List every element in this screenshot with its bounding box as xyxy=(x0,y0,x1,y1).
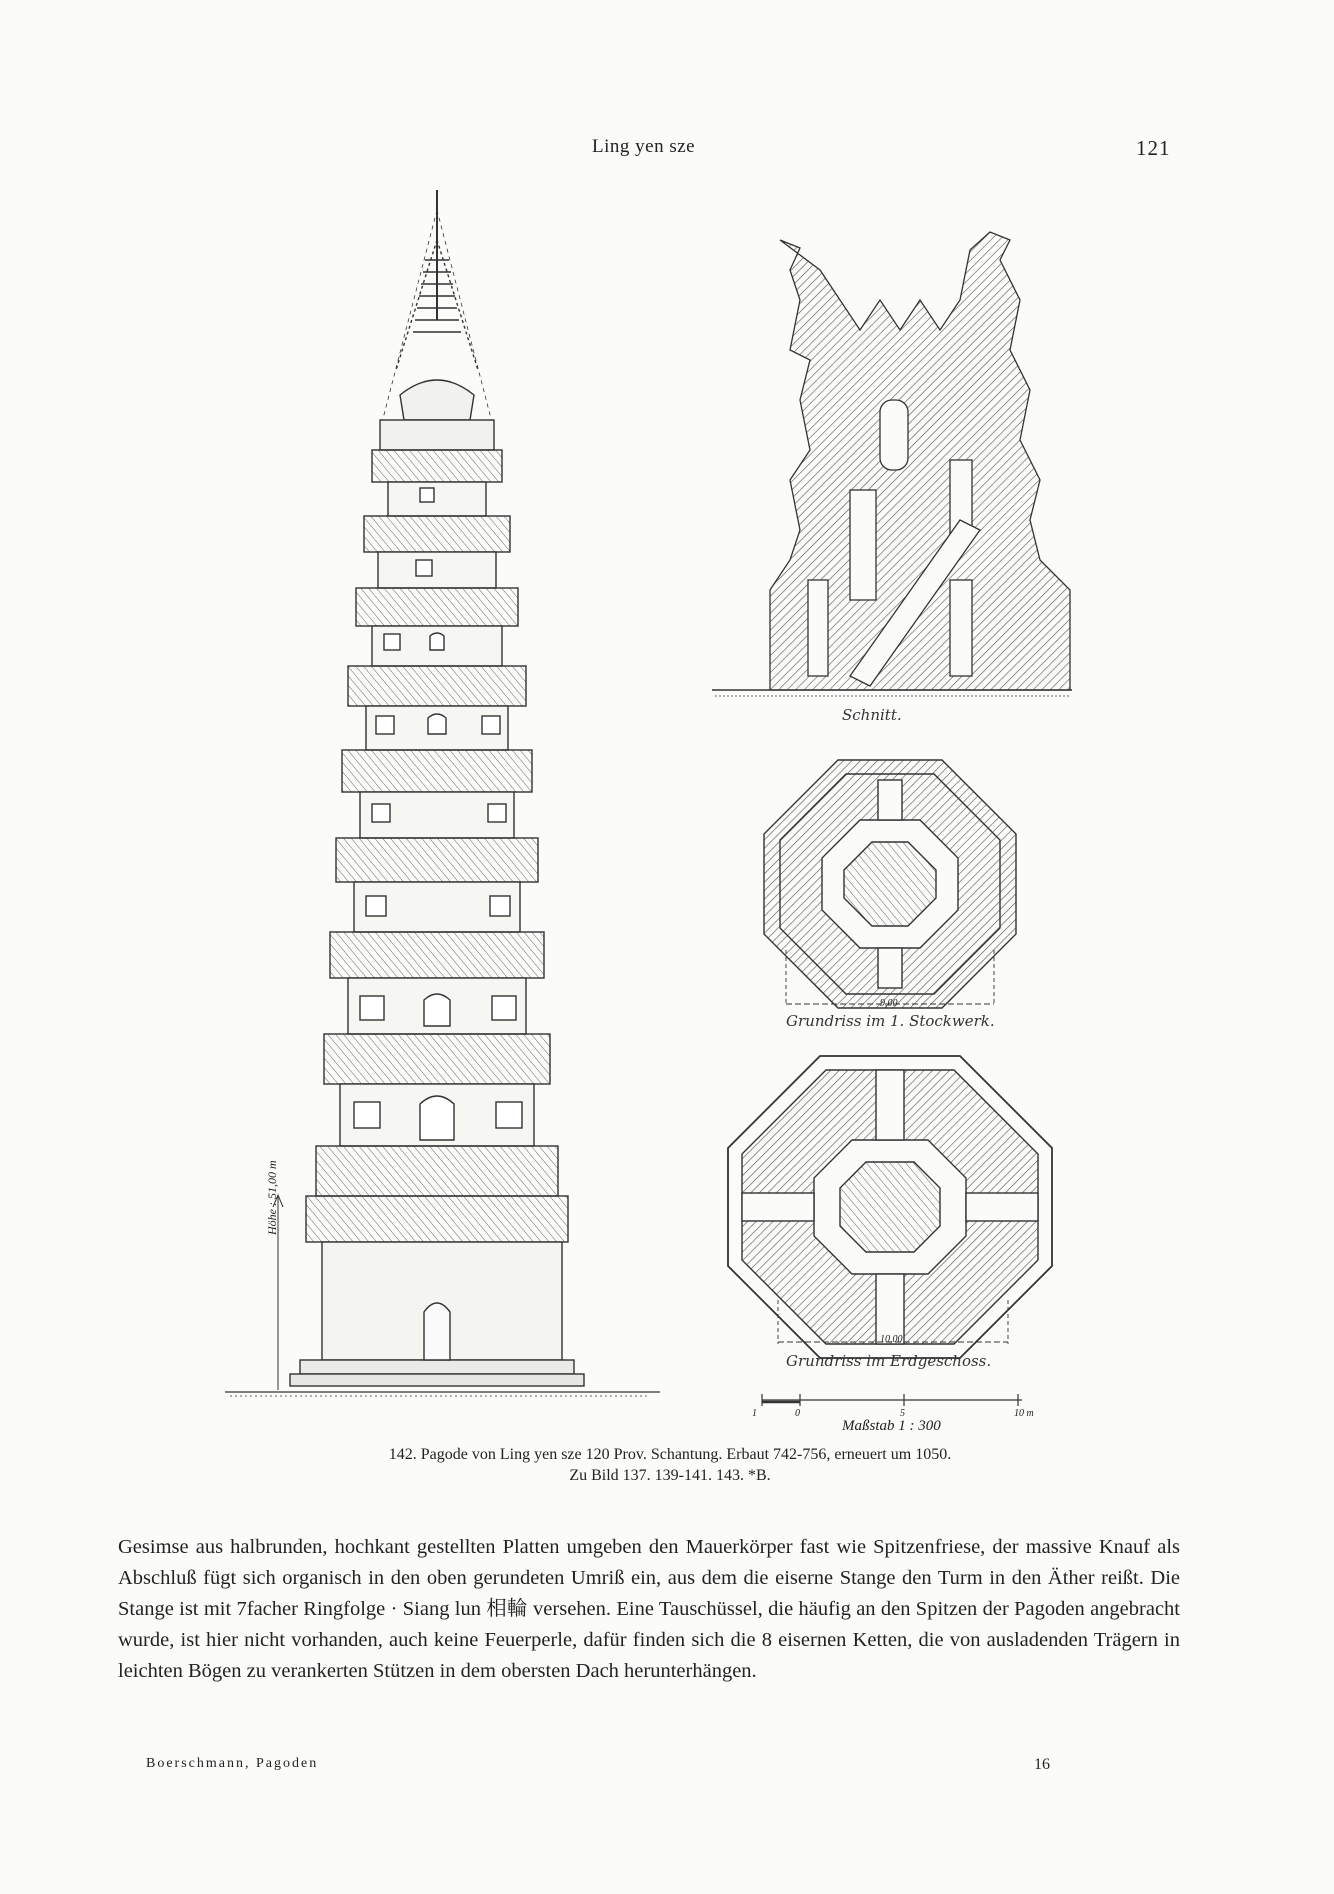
page-number: 121 xyxy=(1136,136,1171,160)
caption-line-2: Zu Bild 137. 139-141. 143. *B. xyxy=(569,1467,771,1484)
section-label: Schnitt. xyxy=(842,706,902,724)
running-head: Ling yen sze xyxy=(592,136,696,157)
scale-bar xyxy=(762,1394,1022,1406)
upper-plan-label: Grundriss im 1. Stockwerk. xyxy=(786,1012,995,1030)
height-label: Höhe : 51,00 m xyxy=(265,1160,279,1235)
ground-plan-dimension: 10,00 xyxy=(880,1334,903,1345)
caption-line-1: 142. Pagode von Ling yen sze 120 Prov. Schantung. Erbaut 742-756, erneuert um 1050. xyxy=(388,1446,952,1463)
body-paragraph: Gesimse aus halbrunden, hochkant gestellten Platten umgeben den Mauerkörper fast wie Spitzenfriese, der massive Knauf als Abschluß fügt sich organisch in den oben gerundeten Umriß ein, aus dem die eiserne Stange den Turm in den Äther reißt. Die Stange ist mit 7facher Ringfolge · Siang lun 相輪 versehen. Eine Tauschüssel, die häufig an den Spitzen der Pagoden angebracht wurde, ist hier nicht vorhanden, auch keine Feuerperle, dafür finden sich die 8 eisernen Ketten, die von ausladenden Trägern in leichten Bögen zu verankerten Stützen in dem obersten Dach herunterhängen. xyxy=(118,1536,1180,1682)
scale-tick-label: 0 xyxy=(795,1408,800,1419)
pagoda-elevation xyxy=(225,190,660,1396)
scale-label: Maßstab 1 : 300 xyxy=(842,1418,941,1434)
plan-upper-floor xyxy=(764,760,1016,1008)
pagoda-stories xyxy=(290,420,584,1386)
scale-tick-label: 5 xyxy=(900,1408,905,1419)
ground-plan-label: Grundriss im Erdgeschoss. xyxy=(786,1352,992,1370)
upper-plan-dimension: 9,00 xyxy=(880,998,898,1009)
scale-tick-label: 1 xyxy=(752,1408,757,1419)
section-drawing xyxy=(712,232,1072,696)
scale-tick-label: 10 m xyxy=(1014,1408,1034,1419)
footer-author-title: Boerschmann, Pagoden xyxy=(146,1756,319,1771)
plan-ground-floor xyxy=(728,1056,1052,1358)
figure-caption xyxy=(220,1444,1120,1486)
footer-signature: 16 xyxy=(1034,1756,1050,1773)
